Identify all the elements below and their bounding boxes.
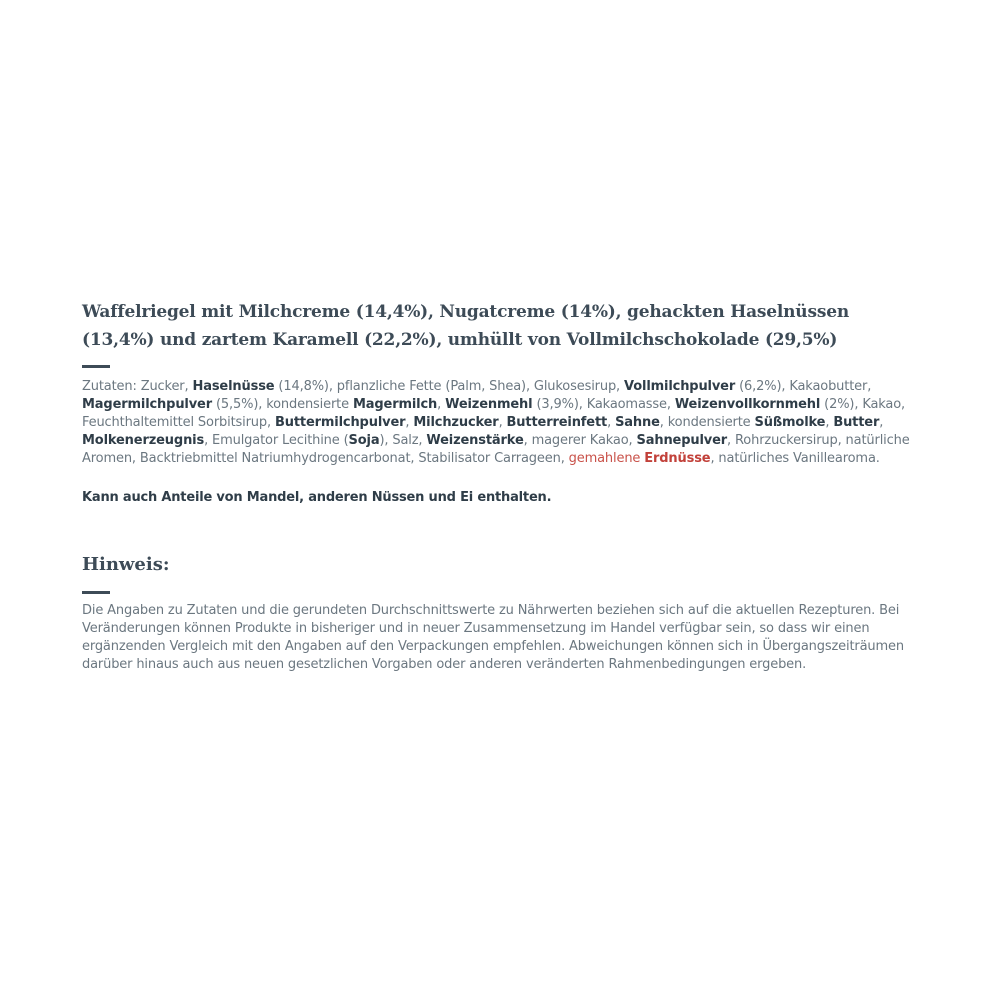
ingredient-text: , Emulgator Lecithine ( xyxy=(204,433,349,448)
allergen-highlight: Sahnepulver xyxy=(636,433,728,448)
allergen-highlight: Milchzucker xyxy=(413,415,499,430)
allergen-highlight: Vollmilchpulver xyxy=(624,379,736,394)
allergen-highlight: Molkenerzeugnis xyxy=(82,433,205,448)
ingredient-text: , xyxy=(405,415,414,430)
notice-text: Die Angaben zu Zutaten und die gerundeten Durchschnittswerte zu Nährwerten beziehen sich auf die aktuellen Rezepturen. Bei Veränderungen können Produkte in bisheriger und in neuer Zusammensetzung im Handel verfügbar sein, so dass wir einen ergänzenden Vergleich mit den Angaben auf den Verpackungen empfehlen. Abweichungen können sich in Übergangszeiträumen darüber hinaus auch aus neuen gesetzlichen Vorgaben oder anderen veränderten Rahmenbedingungen ergeben. xyxy=(82,603,904,672)
ingredient-text: (5,5%), kondensierte xyxy=(211,397,353,412)
allergen-highlight: Sahne xyxy=(615,415,660,430)
allergen-highlight: Magermilch xyxy=(352,397,438,412)
ingredient-text: ), Salz, xyxy=(379,433,427,448)
may-contain-notice: Kann auch Anteile von Mandel, anderen Nüssen und Ei enthalten. xyxy=(82,490,552,505)
ingredient-text: , xyxy=(607,415,616,430)
allergen-highlight: Erdnüsse xyxy=(644,451,711,466)
notice-heading: Hinweis: xyxy=(82,554,170,575)
ingredient-text: , magerer Kakao, xyxy=(523,433,637,448)
ingredient-text: , xyxy=(825,415,834,430)
ingredient-text: , Rohrzuckersirup, natürliche Aromen, Backtriebmittel Natriumhydrogencarbonat, Stabilisator Carrageen, xyxy=(82,433,910,466)
allergen-highlight: Weizenstärke xyxy=(426,433,524,448)
allergen-highlight: Butterreinfett xyxy=(506,415,608,430)
ingredient-text: , xyxy=(437,397,446,412)
ingredient-text: , kondensierte xyxy=(659,415,755,430)
ingredient-text: (6,2%), Kakaobutter, xyxy=(735,379,872,394)
notice-divider xyxy=(82,591,110,594)
product-title: Waffelriegel mit Milchcreme (14,4%), Nugatcreme (14%), gehackten Haselnüssen (13,4%) und zartem Karamell (22,2%), umhüllt von Vollmilchschokolade (29,5%) xyxy=(82,302,849,350)
allergen-highlight: Süßmolke xyxy=(754,415,826,430)
ingredient-text: (3,9%), Kakaomasse, xyxy=(532,397,675,412)
ingredient-text: , xyxy=(879,415,884,430)
ingredient-text: , xyxy=(498,415,507,430)
allergen-highlight: Weizenmehl xyxy=(445,397,533,412)
allergen-highlight: Haselnüsse xyxy=(192,379,275,394)
peanut-allergen-warning xyxy=(569,451,711,466)
allergen-highlight: Buttermilchpulver xyxy=(274,415,406,430)
allergen-highlight: Weizenvollkornmehl xyxy=(674,397,821,412)
ingredient-text: (14,8%), pflanzliche Fette (Palm, Shea), Glukosesirup, xyxy=(274,379,625,394)
ingredient-text: (2%), Kakao, Feuchthaltemittel Sorbitsirup, xyxy=(82,397,906,430)
ingredient-text: , natürliches Vanillearoma. xyxy=(710,451,880,466)
allergen-highlight: Butter xyxy=(833,415,880,430)
title-divider xyxy=(82,365,110,368)
ingredient-text: gemahlene xyxy=(568,451,645,466)
ingredient-text: Zutaten: Zucker, xyxy=(82,379,193,394)
product-info-section xyxy=(82,298,922,674)
ingredients-list xyxy=(82,378,922,468)
allergen-highlight: Soja xyxy=(348,433,380,448)
allergen-highlight: Magermilchpulver xyxy=(82,397,212,412)
